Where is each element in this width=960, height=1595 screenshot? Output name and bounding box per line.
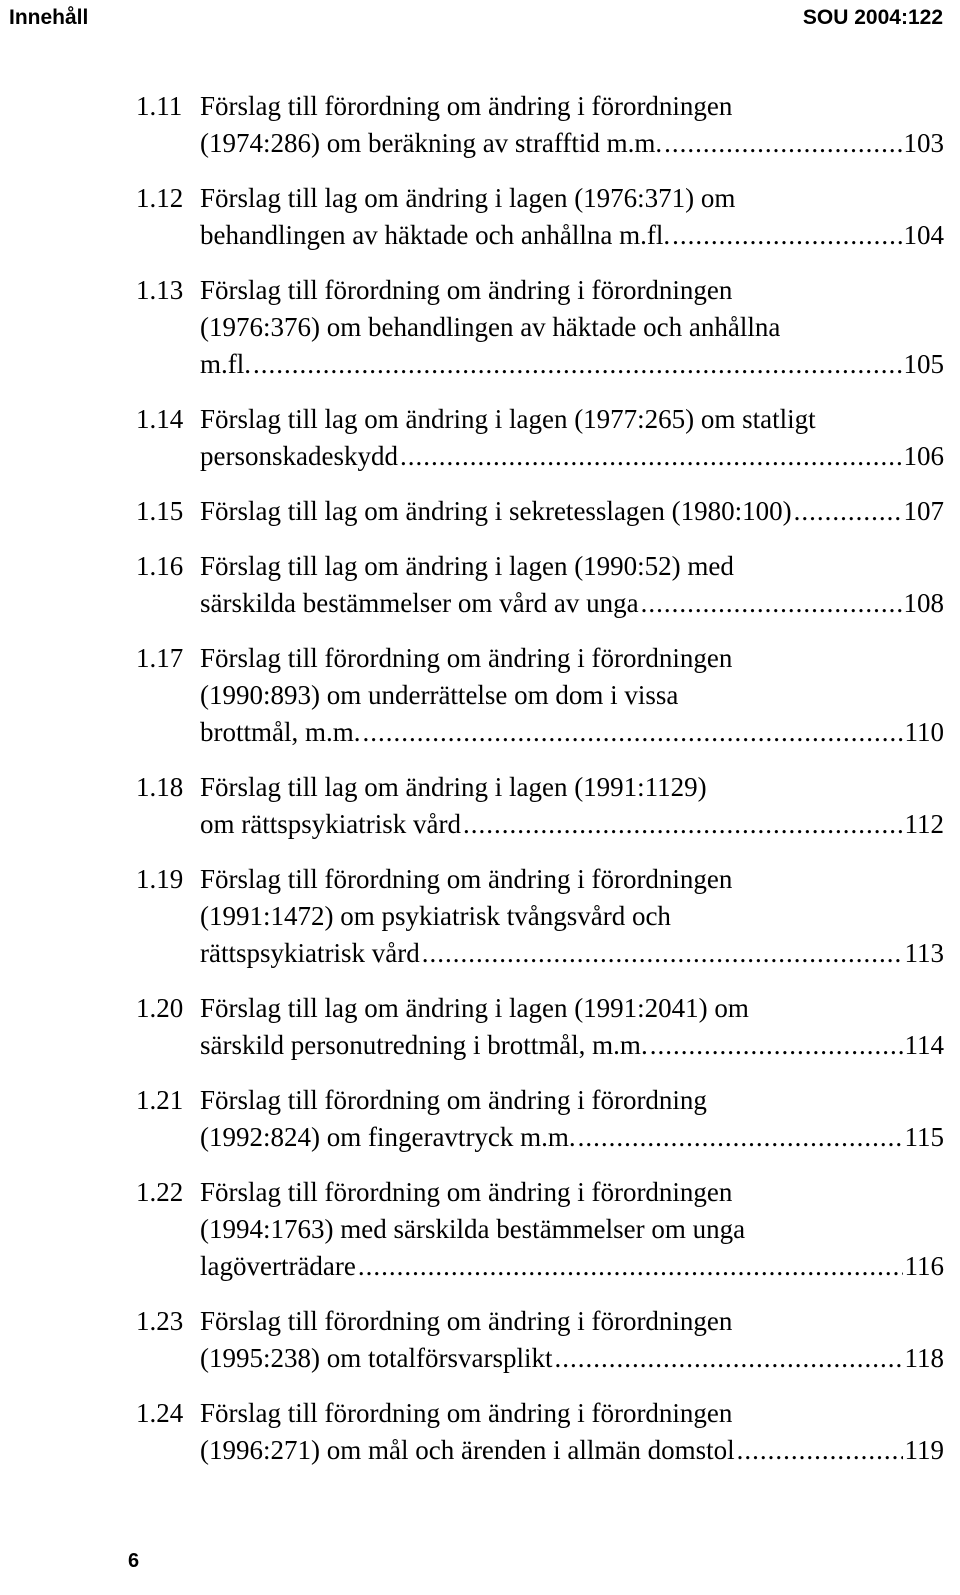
toc-entry-final-line bbox=[200, 1119, 944, 1156]
toc-entry-body bbox=[200, 861, 944, 972]
dot-leader bbox=[554, 1340, 902, 1377]
toc-entry[interactable] bbox=[136, 401, 944, 475]
toc-entry-body bbox=[200, 1174, 944, 1285]
toc-entry-title-line: (1991:1472) om psykiatrisk tvångsvård och bbox=[200, 901, 671, 931]
toc-entry[interactable] bbox=[136, 861, 944, 972]
toc-entry-page-number[interactable]: 114 bbox=[904, 1030, 944, 1060]
toc-entry[interactable] bbox=[136, 493, 944, 530]
dot-leader bbox=[641, 585, 902, 622]
toc-entry-title-line: (1995:238) om totalförsvarsplikt bbox=[200, 1343, 553, 1373]
toc-entry-body bbox=[200, 1303, 944, 1377]
toc-entry-title-line: Förslag till förordning om ändring i förordningen bbox=[200, 275, 733, 305]
toc-entry-final-line bbox=[200, 493, 944, 530]
dot-leader bbox=[422, 935, 903, 972]
toc-entry-page-number[interactable]: 106 bbox=[903, 441, 944, 471]
toc-entry-title-line: (1994:1763) med särskilda bestämmelser om unga bbox=[200, 1214, 746, 1244]
toc-entry-number: 1.14 bbox=[136, 404, 184, 434]
toc-entry-body bbox=[200, 769, 944, 843]
toc-entry-page-number[interactable]: 119 bbox=[904, 1435, 944, 1465]
toc-entry-number: 1.15 bbox=[136, 496, 184, 526]
document-reference: SOU 2004:122 bbox=[802, 6, 943, 29]
toc-entry[interactable] bbox=[136, 272, 944, 383]
toc-entry-number: 1.23 bbox=[136, 1306, 184, 1336]
page-header bbox=[0, 0, 960, 44]
dot-leader bbox=[737, 1432, 903, 1469]
toc-entry-title-line: Förslag till förordning om ändring i förordningen bbox=[200, 1306, 733, 1336]
dot-leader bbox=[362, 714, 902, 751]
dot-leader bbox=[358, 1248, 903, 1285]
toc-entry-number: 1.11 bbox=[136, 91, 183, 121]
table-of-contents bbox=[136, 88, 944, 1487]
toc-entry-body bbox=[200, 272, 944, 383]
toc-entry-number: 1.18 bbox=[136, 772, 184, 802]
toc-entry-title-line: Förslag till förordning om ändring i förordningen bbox=[200, 1398, 733, 1428]
toc-entry-number: 1.22 bbox=[136, 1177, 184, 1207]
toc-entry-body bbox=[200, 180, 944, 254]
toc-entry-title-line: Förslag till lag om ändring i lagen (1991:1129) bbox=[200, 772, 707, 802]
dot-leader bbox=[463, 806, 903, 843]
toc-entry-title-line: (1992:824) om fingeravtryck m.m. bbox=[200, 1122, 576, 1152]
toc-entry-final-line bbox=[200, 1432, 944, 1469]
toc-entry-title-line: särskild personutredning i brottmål, m.m. bbox=[200, 1030, 648, 1060]
toc-entry-final-line bbox=[200, 438, 944, 475]
toc-entry-title-line: Förslag till lag om ändring i sekretesslagen (1980:100) bbox=[200, 496, 792, 526]
toc-entry-number: 1.17 bbox=[136, 643, 184, 673]
toc-entry-page-number[interactable]: 116 bbox=[904, 1251, 944, 1281]
toc-entry-page-number[interactable]: 113 bbox=[904, 938, 944, 968]
toc-entry-title-line: (1974:286) om beräkning av strafftid m.m. bbox=[200, 128, 663, 158]
toc-entry-body bbox=[200, 548, 944, 622]
dot-leader bbox=[400, 438, 902, 475]
toc-entry-final-line bbox=[200, 1027, 944, 1064]
dot-leader bbox=[253, 346, 902, 383]
toc-entry-title-line: Förslag till förordning om ändring i förordning bbox=[200, 1085, 707, 1115]
toc-entry-final-line bbox=[200, 125, 944, 162]
toc-entry-title-line: personskadeskydd bbox=[200, 441, 398, 471]
toc-entry-title-line: om rättspsykiatrisk vård bbox=[200, 809, 461, 839]
toc-entry-title-line: Förslag till lag om ändring i lagen (1991:2041) om bbox=[200, 993, 749, 1023]
toc-entry-title-line: Förslag till förordning om ändring i förordningen bbox=[200, 1177, 733, 1207]
toc-entry-body bbox=[200, 401, 944, 475]
toc-entry-page-number[interactable]: 110 bbox=[904, 717, 944, 747]
dot-leader bbox=[794, 493, 902, 530]
toc-entry-title-line: särskilda bestämmelser om vård av unga bbox=[200, 588, 639, 618]
toc-entry-body bbox=[200, 88, 944, 162]
toc-entry-final-line bbox=[200, 714, 944, 751]
toc-entry-title-line: behandlingen av häktade och anhållna m.fl. bbox=[200, 220, 671, 250]
toc-entry-title-line: rättspsykiatrisk vård bbox=[200, 938, 420, 968]
toc-entry-page-number[interactable]: 115 bbox=[904, 1122, 944, 1152]
toc-entry-final-line bbox=[200, 217, 944, 254]
toc-entry[interactable] bbox=[136, 1174, 944, 1285]
toc-entry-number: 1.13 bbox=[136, 275, 184, 305]
dot-leader bbox=[664, 125, 901, 162]
toc-entry-number: 1.12 bbox=[136, 183, 184, 213]
toc-entry-page-number[interactable]: 107 bbox=[903, 496, 944, 526]
toc-entry-body bbox=[200, 1395, 944, 1469]
toc-entry-number: 1.24 bbox=[136, 1398, 184, 1428]
toc-entry-title-line: (1996:271) om mål och ärenden i allmän domstol bbox=[200, 1435, 735, 1465]
toc-entry-title-line: Förslag till förordning om ändring i förordningen bbox=[200, 91, 733, 121]
toc-entry-final-line bbox=[200, 585, 944, 622]
toc-entry-title-line: (1976:376) om behandlingen av häktade och anhållna bbox=[200, 312, 781, 342]
toc-entry-body bbox=[200, 640, 944, 751]
toc-entry-title-line: brottmål, m.m. bbox=[200, 717, 361, 747]
toc-entry-page-number[interactable]: 103 bbox=[903, 128, 944, 158]
toc-entry-final-line bbox=[200, 935, 944, 972]
toc-entry[interactable] bbox=[136, 1395, 944, 1469]
toc-entry[interactable] bbox=[136, 88, 944, 162]
toc-entry[interactable] bbox=[136, 990, 944, 1064]
toc-entry-page-number[interactable]: 104 bbox=[903, 220, 944, 250]
toc-entry-page-number[interactable]: 112 bbox=[904, 809, 944, 839]
toc-entry-title-line: (1990:893) om underrättelse om dom i vissa bbox=[200, 680, 679, 710]
toc-entry-final-line bbox=[200, 346, 944, 383]
toc-entry-final-line bbox=[200, 806, 944, 843]
toc-entry-number: 1.16 bbox=[136, 551, 184, 581]
toc-entry[interactable] bbox=[136, 180, 944, 254]
dot-leader bbox=[578, 1119, 903, 1156]
toc-entry-title-line: lagöverträdare bbox=[200, 1251, 356, 1281]
toc-entry-title-line: m.fl. bbox=[200, 349, 251, 379]
toc-entry-page-number[interactable]: 108 bbox=[903, 588, 944, 618]
toc-entry-number: 1.21 bbox=[136, 1085, 184, 1115]
toc-entry-final-line bbox=[200, 1340, 944, 1377]
dot-leader bbox=[650, 1027, 903, 1064]
toc-entry[interactable] bbox=[136, 1303, 944, 1377]
toc-entry-page-number[interactable]: 105 bbox=[903, 349, 944, 379]
toc-entry[interactable] bbox=[136, 769, 944, 843]
toc-entry[interactable] bbox=[136, 1082, 944, 1156]
toc-entry-page-number[interactable]: 118 bbox=[904, 1343, 944, 1373]
toc-entry-title-line: Förslag till förordning om ändring i förordningen bbox=[200, 643, 733, 673]
toc-entry-title-line: Förslag till lag om ändring i lagen (1977:265) om statligt bbox=[200, 404, 816, 434]
page-number: 6 bbox=[128, 1550, 140, 1572]
dot-leader bbox=[672, 217, 901, 254]
toc-entry-body bbox=[200, 1082, 944, 1156]
toc-entry-body bbox=[200, 493, 944, 530]
toc-entry[interactable] bbox=[136, 640, 944, 751]
section-title: Innehåll bbox=[9, 6, 89, 29]
toc-entry-title-line: Förslag till lag om ändring i lagen (1976:371) om bbox=[200, 183, 736, 213]
toc-entry-number: 1.19 bbox=[136, 864, 184, 894]
toc-entry-title-line: Förslag till lag om ändring i lagen (1990:52) med bbox=[200, 551, 734, 581]
toc-entry-title-line: Förslag till förordning om ändring i förordningen bbox=[200, 864, 733, 894]
toc-entry-body bbox=[200, 990, 944, 1064]
toc-entry[interactable] bbox=[136, 548, 944, 622]
toc-entry-number: 1.20 bbox=[136, 993, 184, 1023]
toc-entry-final-line bbox=[200, 1248, 944, 1285]
